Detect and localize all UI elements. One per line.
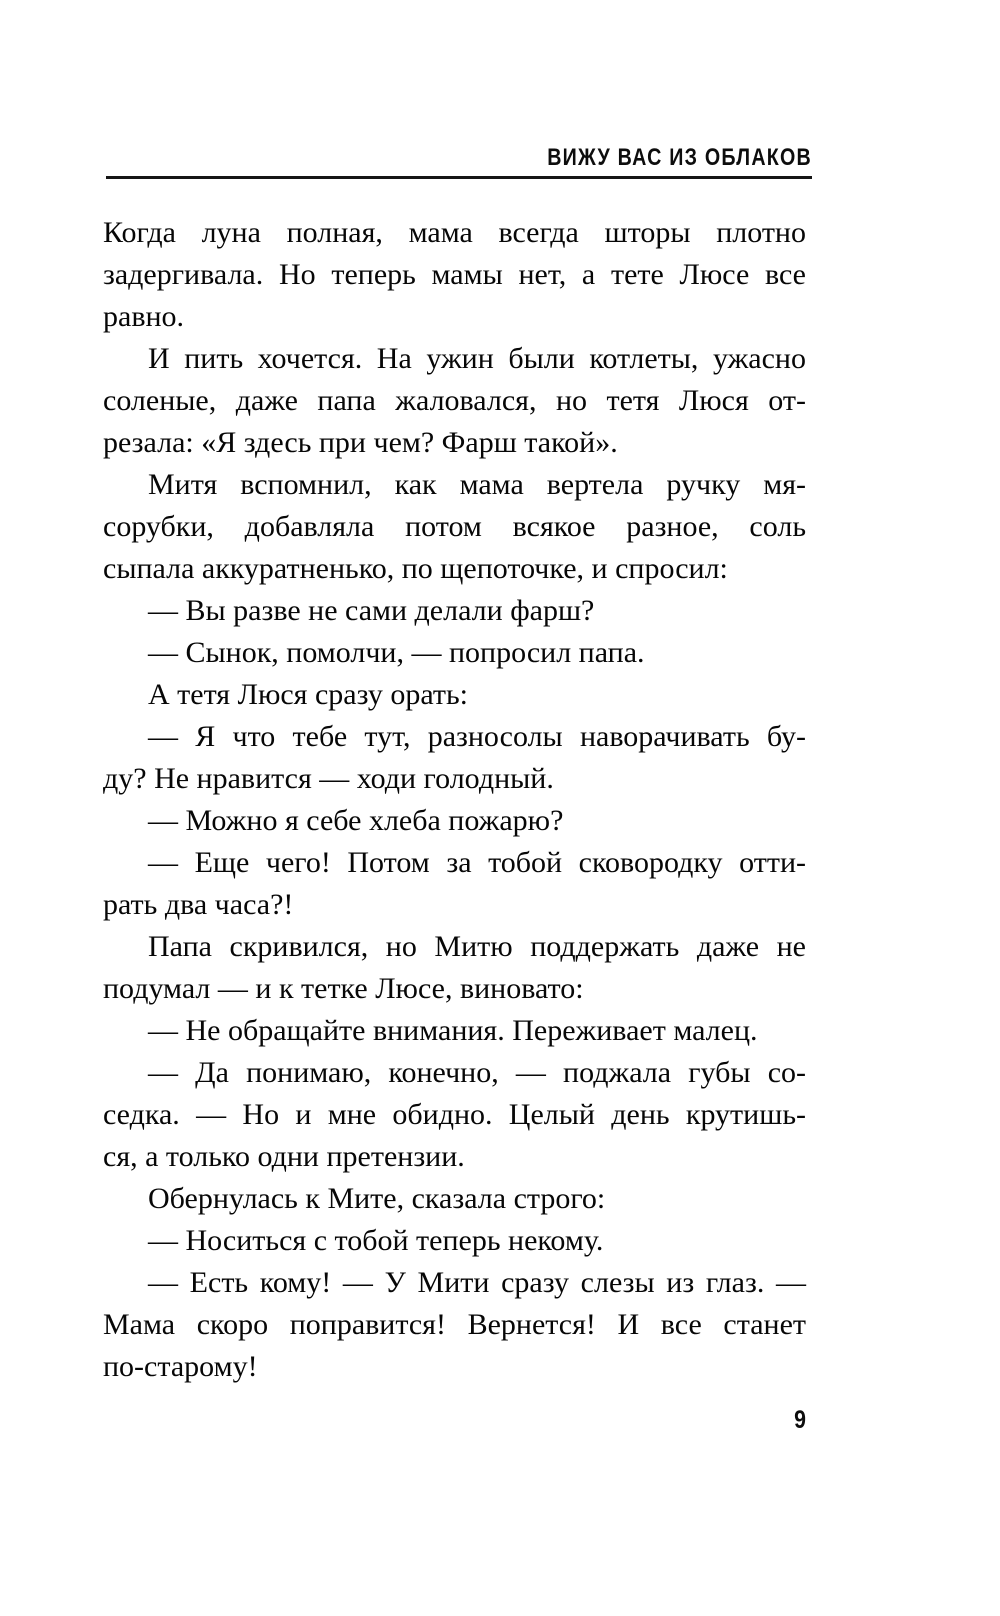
paragraph [103, 590, 806, 632]
text-line: ду? Не нравится — ходи голодный. [103, 762, 554, 795]
paragraph [103, 212, 806, 338]
text-line: седка. — Но и мне обидно. Целый день крутишь- [103, 1098, 806, 1131]
running-head-title: ВИЖУ ВАС ИЗ ОБЛАКОВ [547, 144, 812, 171]
text-line: — Да понимаю, конечно, — поджала губы со- [148, 1056, 806, 1089]
text-line: сорубки, добавляла потом всякое разное, соль [103, 510, 806, 543]
text-line: А тетя Люся сразу орать: [148, 678, 468, 711]
paragraph [103, 674, 806, 716]
paragraph [103, 632, 806, 674]
paragraph [103, 926, 806, 1010]
text-line: — Вы разве не сами делали фарш? [148, 594, 595, 627]
paragraph [103, 842, 806, 926]
paragraph [103, 800, 806, 842]
text-block [103, 212, 806, 1388]
text-line: — Я что тебе тут, разносолы наворачивать бу- [148, 720, 806, 753]
text-line: равно. [103, 300, 185, 333]
text-line: — Носиться с тобой теперь некому. [148, 1224, 604, 1257]
paragraph [103, 1010, 806, 1052]
paragraph [103, 1178, 806, 1220]
header-rule-divider [106, 176, 812, 179]
paragraph [103, 1220, 806, 1262]
text-line: — Есть кому! — У Мити сразу слезы из глаз. — [148, 1266, 806, 1299]
text-line: соленые, даже папа жаловался, но тетя Люся от- [103, 384, 806, 417]
text-line: ся, а только одни претензии. [103, 1140, 465, 1173]
text-line: подумал — и к тетке Люсе, виновато: [103, 972, 584, 1005]
text-line: — Еще чего! Потом за тобой сковородку отти- [148, 846, 806, 879]
page-number: 9 [794, 1406, 806, 1434]
text-line: — Не обращайте внимания. Переживает малец. [148, 1014, 758, 1047]
paragraph [103, 1052, 806, 1178]
text-line: Когда луна полная, мама всегда шторы плотно [103, 216, 806, 249]
text-line: — Можно я себе хлеба пожарю? [148, 804, 564, 837]
paragraph [103, 464, 806, 590]
text-line: — Сынок, помолчи, — попросил папа. [148, 636, 645, 669]
paragraph [103, 716, 806, 800]
text-line: И пить хочется. На ужин были котлеты, ужасно [148, 342, 806, 375]
text-line: сыпала аккуратненько, по щепоточке, и спросил: [103, 552, 728, 585]
text-line: Папа скривился, но Митю поддержать даже не [148, 930, 806, 963]
text-line: по-старому! [103, 1350, 258, 1383]
text-line: рать два часа?! [103, 888, 294, 921]
paragraph [103, 338, 806, 464]
text-line: задергивала. Но теперь мамы нет, а тете Люсе все [103, 258, 806, 291]
paragraph [103, 1262, 806, 1388]
text-line: Митя вспомнил, как мама вертела ручку мя- [148, 468, 806, 501]
text-line: Мама скоро поправится! Вернется! И все станет [103, 1308, 806, 1341]
text-line: резала: «Я здесь при чем? Фарш такой». [103, 426, 618, 459]
text-line: Обернулась к Мите, сказала строго: [148, 1182, 606, 1215]
